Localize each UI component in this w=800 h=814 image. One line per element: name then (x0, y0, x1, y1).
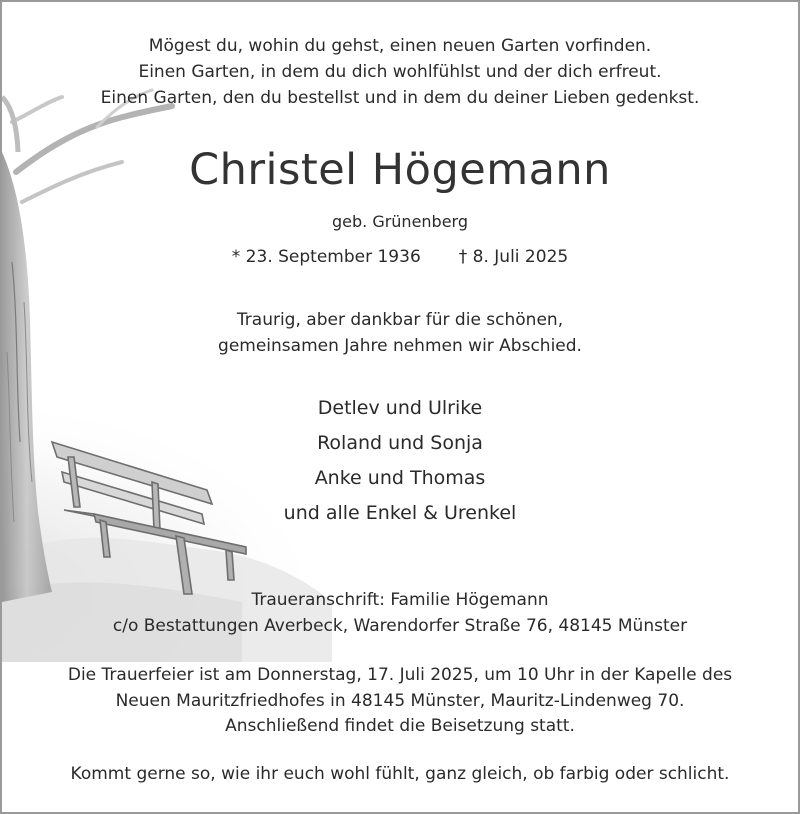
address-line-1: Traueranschrift: Familie Högemann (251, 590, 549, 610)
death-date: † 8. Juli 2025 (458, 247, 569, 267)
farewell-line-1: Traurig, aber dankbar für die schönen, (236, 310, 564, 330)
ceremony-line-2: Neuen Mauritzfriedhofes in 48145 Münster, Mauritz-Lindenweg 70. (115, 691, 685, 711)
maiden-name: geb. Grünenberg (331, 212, 469, 231)
poem-line-1: Mögest du, wohin du gehst, einen neuen Garten vorfinden. (148, 36, 652, 56)
ceremony-line-1: Die Trauerfeier ist am Donnerstag, 17. Juli 2025, um 10 Uhr in der Kapelle des (67, 665, 733, 685)
family-member-1: Detlev und Ulrike (317, 397, 483, 419)
deceased-name: Christel Högemann (189, 145, 611, 195)
birth-date: * 23. September 1936 (231, 247, 421, 267)
poem-line-2: Einen Garten, in dem du dich wohlfühlst und der dich erfreut. (138, 62, 662, 82)
family-member-3: Anke und Thomas (314, 467, 486, 489)
poem-line-3: Einen Garten, den du bestellst und in dem du deiner Lieben gedenkst. (100, 88, 700, 108)
family-member-2: Roland und Sonja (317, 432, 483, 454)
closing-line: Kommt gerne so, wie ihr euch wohl fühlt, ganz gleich, ob farbig oder schlicht. (70, 764, 730, 784)
ceremony-line-3: Anschließend findet die Beisetzung statt. (225, 716, 575, 736)
family-member-4: und alle Enkel & Urenkel (283, 502, 517, 524)
farewell-line-2: gemeinsamen Jahre nehmen wir Abschied. (218, 336, 582, 356)
life-dates (2, 247, 798, 267)
address-line-2: c/o Bestattungen Averbeck, Warendorfer Straße 76, 48145 Münster (112, 616, 688, 636)
